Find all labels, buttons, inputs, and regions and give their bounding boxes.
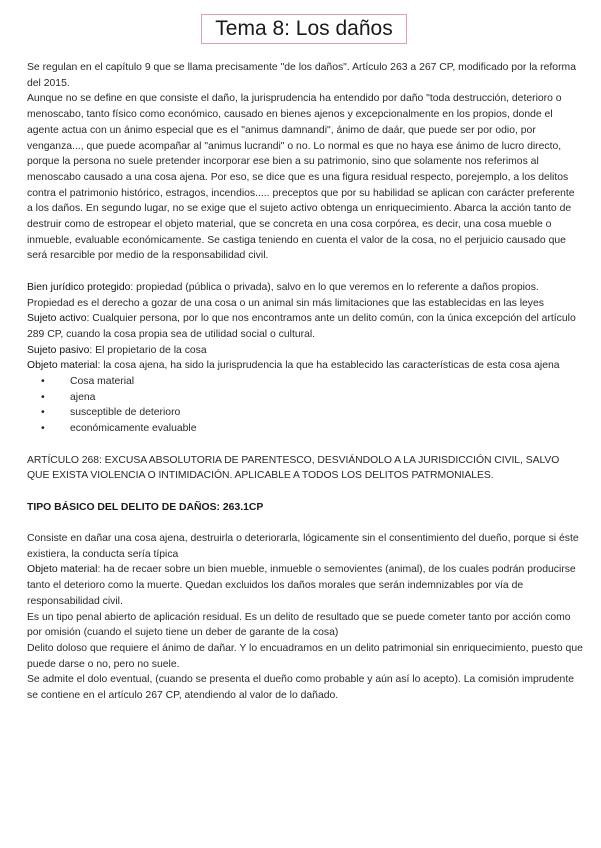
bien-juridico-text: : propiedad (pública o privada), salvo en lo que veremos en lo referente a daños propios. Propiedad es el derecho a gozar de una cosa o un animal sin más limitaciones que las establecidas en las leyes [27, 281, 544, 309]
page-title: Tema 8: Los daños [201, 14, 407, 44]
objeto-material-label: Objeto material [27, 360, 98, 372]
list-item: • Cosa material [27, 374, 583, 390]
list-item: • económicamente evaluable [27, 421, 583, 437]
tipo-basico-heading: TIPO BÁSICO DEL DELITO DE DAÑOS: 263.1CP [27, 501, 264, 513]
spacer [27, 264, 583, 280]
sujeto-pasivo-paragraph [27, 343, 583, 359]
sujeto-pasivo-label: Sujeto pasivo [27, 344, 90, 356]
article-268-paragraph: ARTÍCULO 268: EXCUSA ABSOLUTORIA DE PARENTESCO, DESVIÁNDOLO A LA JURISDICCIÓN CIVIL, SALVO QUE EXISTA VIOLENCIA O INTIMIDACIÓN. APLICABLE A TODOS LOS DELITOS PATRMONIALES. [27, 454, 560, 482]
tipo-basico-paragraph-4: Delito doloso que requiere el ánimo de dañar. Y lo encuadramos en un delito patrimonial sin enriquecimiento, puesto que puede darse o no, pero no suele. [27, 642, 583, 670]
tipo-basico-objeto-text: : ha de recaer sobre un bien mueble, inmueble o semovientes (animal), de los cuales podrán producirse tanto el deterioro como la muerte. Quedan excluidos los daños morales que serán indemnizables por vía de responsabilidad civil. [27, 564, 576, 607]
sujeto-pasivo-text: : El propietario de la cosa [89, 344, 207, 356]
spacer [27, 484, 583, 500]
objeto-material-paragraph [27, 358, 583, 374]
sujeto-activo-paragraph [27, 311, 583, 342]
objeto-material-text: : la cosa ajena, ha sido la jurisprudencia la que ha establecido las características de esta cosa ajena [97, 360, 560, 372]
tipo-basico-paragraph-5: Se admite el dolo eventual, (cuando se presenta el dueño como probable y aún así lo acepto). La comisión imprudente se contiene en el artículo 267 CP, atendiendo al valor de lo dañado. [27, 674, 575, 702]
bien-juridico-label: Bien jurídico protegido [27, 281, 131, 293]
tipo-basico-paragraph-3: Es un tipo penal abierto de aplicación residual. Es un delito de resultado que se puede cometer tanto por acción como por omisión (cuando el sujeto tiene un deber de garante de la cosa) [27, 611, 571, 639]
list-item: • susceptible de deterioro [27, 405, 583, 421]
tipo-basico-paragraph-1: Consiste en dañar una cosa ajena, destruirla o deteriorarla, lógicamente sin el consentimiento del dueño, porque si éste existiera, la conducta sería típica [27, 533, 579, 560]
tipo-basico-objeto-label: Objeto material [27, 564, 98, 576]
list-item: • ajena [27, 390, 583, 406]
tipo-basico-objeto-paragraph [27, 562, 583, 609]
spacer [27, 437, 583, 453]
sujeto-activo-label: Sujeto activo [27, 313, 87, 325]
document-body [27, 60, 583, 704]
intro-paragraph-1: Se regulan en el capítulo 9 que se llama precisamente "de los daños". Artículo 263 a 267 CP, modificado por la reforma del 2015. [27, 62, 576, 89]
spacer [27, 515, 583, 531]
sujeto-activo-text: : Cualquier persona, por lo que nos encontramos ante un delito común, con la única excepción del artículo 289 CP, cuando la cosa propia sea de utilidad social o cultural. [27, 313, 576, 340]
bien-juridico-paragraph [27, 280, 583, 311]
features-list [27, 374, 583, 437]
intro-paragraph-2: Aunque no se define en que consiste el daño, la jurisprudencia ha entendido por daño "toda destrucción, deterioro o menoscabo, tanto físico como económico, causado en bienes ajenos y excepcionalmente en los propios, donde el agente actua con un ánimo especial que es el "animus damnandi", ánimo de daár, que puede ser por odio, por venganza..., que puede acompañar al "animus lucrandi" o no. Lo normal es que no haya ese ánimo de lucro directo, porque la persona no suele pretender incorporar ese bien a su patrimonio, sino que solamente nos referimos al menoscabo causado a una cosa ajena. Por eso, se dice que es una figura residual respecto, porejemplo, a los delitos contra el patrimonio histórico, estragos, incendios..... preceptos que por su habilidad se aplican con carácter preferente a los daños. En segundo lugar, no se exige que el sujeto activo obtenga un enriquecimiento. Abarca la acción tanto de destruir como de estropear el objeto material, que se concreta en una cosa corpórea, es decir, una cosa mueble o inmueble, evaluable económicamente. Se castiga teniendo en cuenta el valor de la cosa, no el perjuicio causado que será resarcible por medio de la responsabilidad civil. [27, 93, 575, 262]
